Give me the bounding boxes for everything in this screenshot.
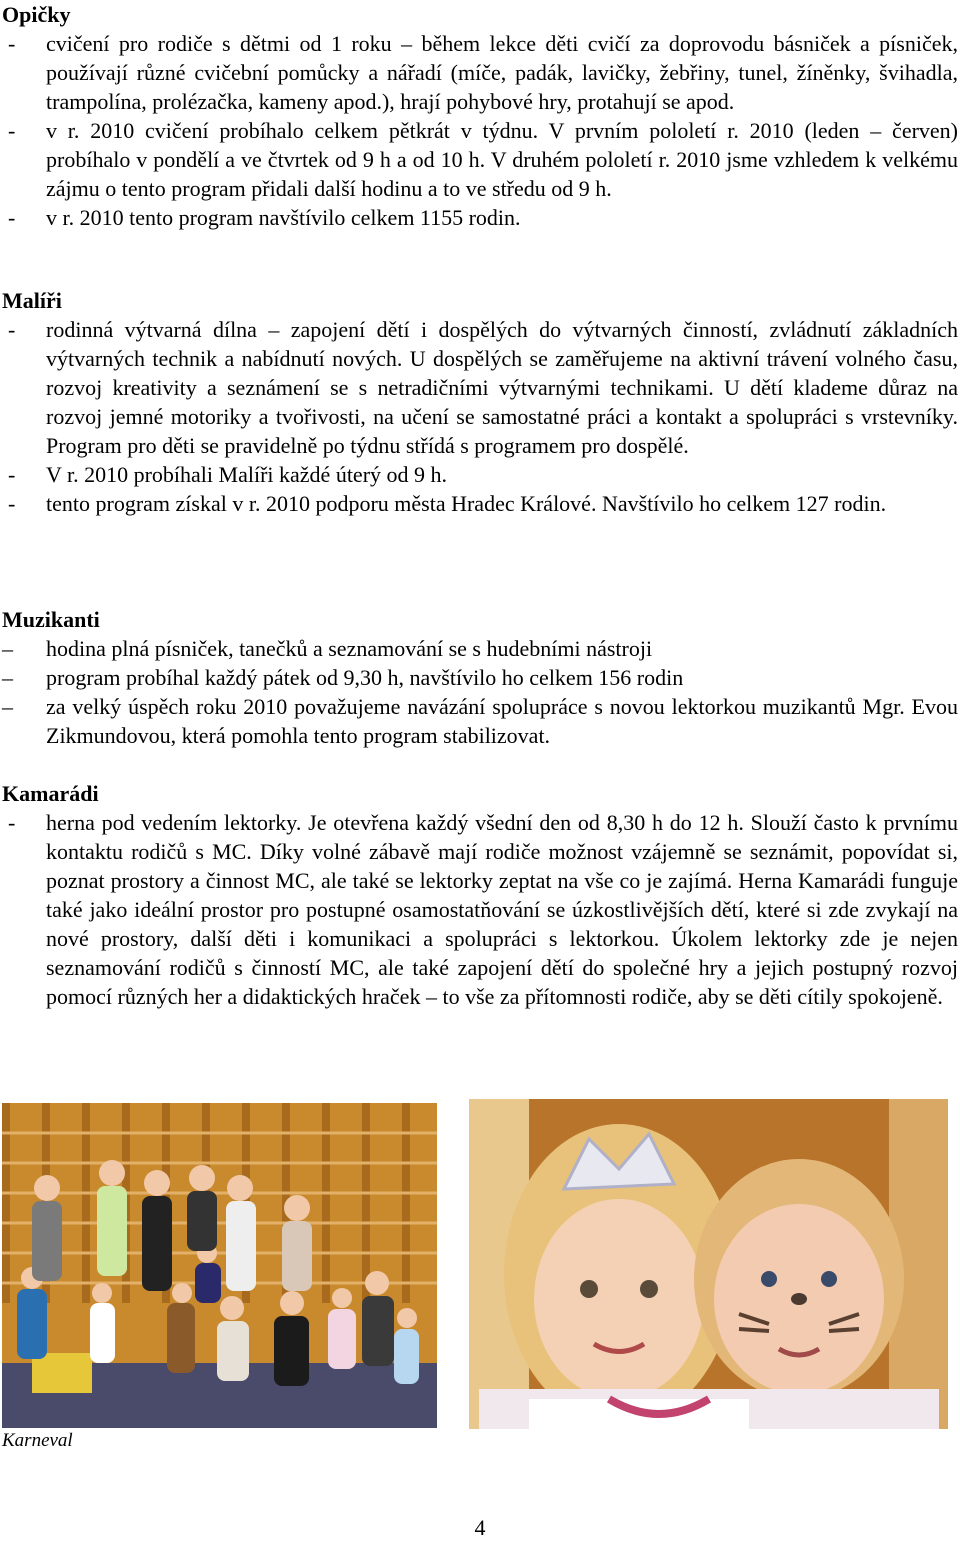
list-item: [2, 315, 958, 460]
bullet-hyphen: -: [8, 462, 16, 487]
item-text: v r. 2010 tento program navštívilo celkem 1155 rodin.: [46, 205, 521, 230]
group-photo-illustration: [2, 1103, 437, 1428]
item-text: rodinná výtvarná dílna – zapojení dětí i dospělých do výtvarných činností, zvládnutí základních výtvarných technik a nabídnutí nových. U dospělých se zaměřujeme na aktivní trávení volného času, rozvoj kreativity a seznámení se s netradičními výtvarnými technikami. U dětí klademe důraz na rozvoj jemné motoriky a tvořivosti, na učení se samostatné práci a kontakt a spolupráci s vrstevníky. Program pro děti se pravidelně po týdnu střídá s programem pro dospělé.: [46, 317, 958, 458]
bullet-hyphen: -: [8, 31, 16, 56]
bullet-dash: –: [2, 636, 13, 661]
list-item: [2, 29, 958, 116]
children-portrait-illustration: [469, 1099, 948, 1429]
bullet-hyphen: -: [8, 491, 16, 516]
item-text: tento program získal v r. 2010 podporu města Hradec Králové. Navštívilo ho celkem 127 rodin.: [46, 491, 887, 516]
list-item: [2, 663, 958, 692]
photo-caption: Karneval: [2, 1430, 73, 1451]
bullet-hyphen: -: [8, 317, 16, 342]
section-malire: [2, 286, 958, 518]
list-item: [2, 203, 958, 232]
list-item: [2, 692, 958, 750]
item-text: hodina plná písniček, tanečků a seznamování se s hudebními nástroji: [46, 636, 653, 661]
section-opicky: [2, 0, 958, 232]
section-title: Malíři: [2, 288, 62, 313]
item-text: cvičení pro rodiče s dětmi od 1 roku – během lekce děti cvičí za doprovodu básniček a písniček, používají různé cvičební pomůcky a nářadí (míče, padák, lavičky, žebřiny, tunel, žíněnky, švihadla, trampolína, prolézačka, kameny apod.), hrají pohybové hry, protahují se apod.: [46, 31, 958, 114]
list-item: [2, 634, 958, 663]
item-text: v r. 2010 cvičení probíhalo celkem pětkrát v týdnu. V prvním pololetí r. 2010 (leden – červen) probíhalo v pondělí a ve čtvrtek od 9 h a od 10 h. V druhém pololetí r. 2010 jsme vzhledem k velkému zájmu o tento program přidali další hodinu a to ve středu od 9 h.: [46, 118, 958, 201]
section-title: Kamarádi: [2, 781, 99, 806]
group-photo: [2, 1103, 437, 1428]
item-text: za velký úspěch roku 2010 považujeme navázání spolupráce s novou lektorkou muzikantů Mgr. Evou Zikmundovou, která pomohla tento program stabilizovat.: [46, 694, 958, 748]
page-number: 4: [474, 1515, 486, 1540]
item-text: V r. 2010 probíhali Malíři každé úterý od 9 h.: [46, 462, 448, 487]
list-item: [2, 460, 958, 489]
bullet-hyphen: -: [8, 810, 16, 835]
bullet-dash: –: [2, 665, 13, 690]
section-kamaradi: [2, 779, 958, 1011]
section-title: Opičky: [2, 2, 71, 27]
item-text: program probíhal každý pátek od 9,30 h, navštívilo ho celkem 156 rodin: [46, 665, 684, 690]
bullet-dash: –: [2, 694, 13, 719]
bullet-hyphen: -: [8, 118, 16, 143]
children-portrait-photo: [469, 1099, 948, 1429]
bullet-hyphen: -: [8, 205, 16, 230]
list-item: [2, 116, 958, 203]
item-text: herna pod vedením lektorky. Je otevřena každý všední den od 8,30 h do 12 h. Slouží často k prvnímu kontaktu rodičů s MC. Díky volné zábavě mají rodiče možnost vzájemně se seznámit, popovídat si, poznat prostory a činnost MC, ale také se lektorky zeptat na vše co je zajímá. Herna Kamarádi funguje také jako ideální prostor pro postupné osamostatňování se úzkostlivějších dětí, které si zde zvykají na nové prostory, další děti i komunikaci a spolupráci s lektorkou. Úkolem lektorky zde je nejen seznamování rodičů s činností MC, ale také zapojení dětí do společné hry a jejich postupný rozvoj pomocí různých her a didaktických hraček – to vše za přítomnosti rodiče, aby se děti cítily spokojeně.: [46, 810, 958, 1009]
list-item: [2, 808, 958, 1011]
list-item: [2, 489, 958, 518]
section-title: Muzikanti: [2, 607, 100, 632]
section-muzikanti: [2, 605, 958, 750]
